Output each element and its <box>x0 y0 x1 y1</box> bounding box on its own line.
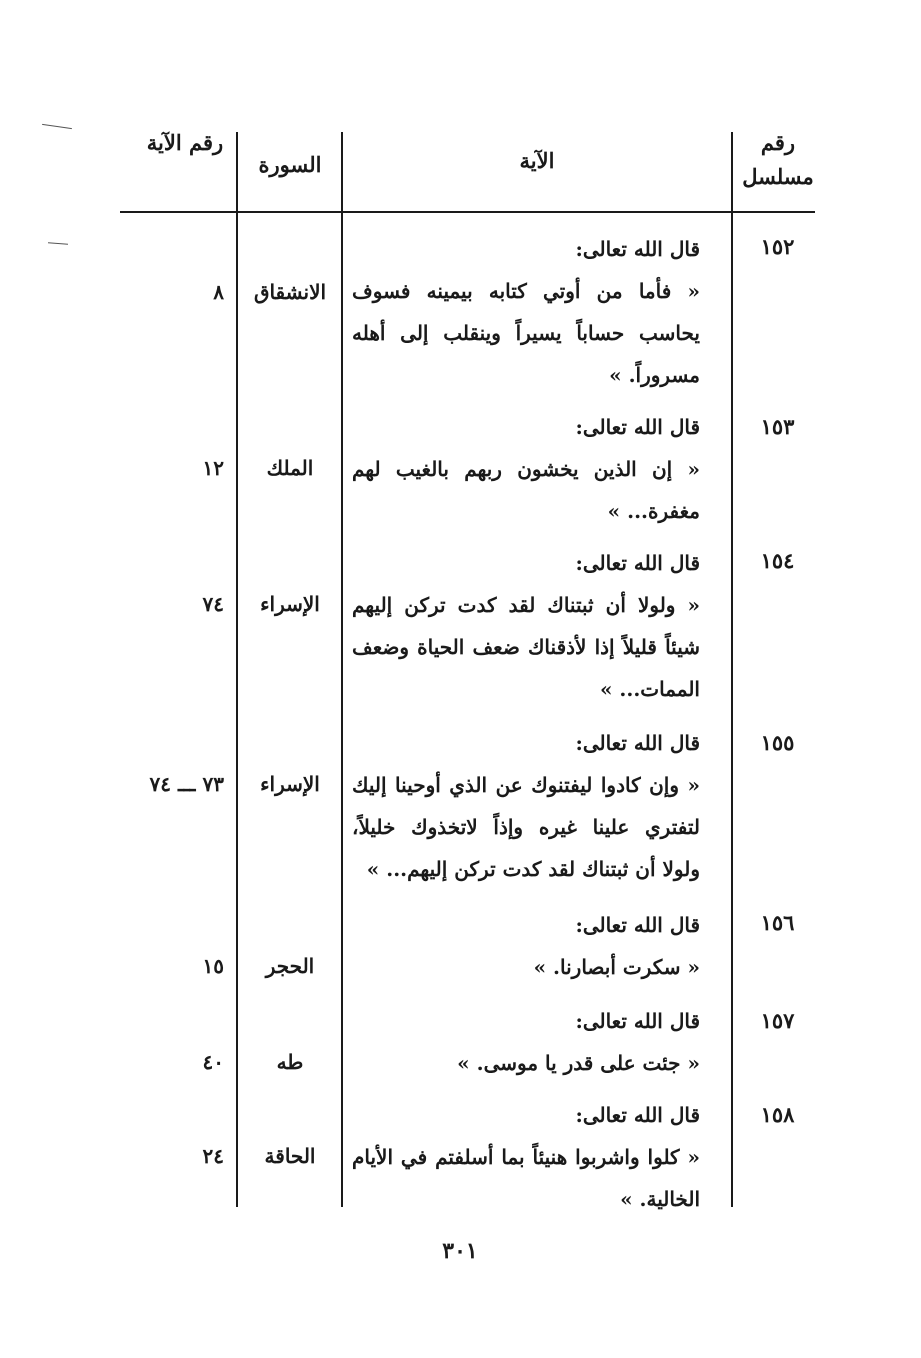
scan-mark <box>48 242 68 244</box>
column-divider <box>236 132 238 1207</box>
serial-number: ١٥٣ <box>760 414 795 439</box>
verse-intro: قال الله تعالى: <box>575 913 700 937</box>
serial-number: ١٥٥ <box>760 730 795 755</box>
verse-intro: قال الله تعالى: <box>575 551 700 575</box>
verse-quote: « إن الذين يخشون ربهم بالغيب لهم مغفرة... » <box>352 457 700 523</box>
page-number: ٣٠١ <box>442 1238 478 1264</box>
verse-number: ١٥ <box>202 954 224 978</box>
verse-quote: « جئت على قدر يا موسى. » <box>457 1051 700 1075</box>
verse-quote: « كلوا واشربوا هنيئاً بما أسلفتم في الأيام الخالية. » <box>352 1145 700 1211</box>
serial-number: ١٥٢ <box>760 234 795 259</box>
verse-number: ١٢ <box>202 456 224 480</box>
surah-name: الإسراء <box>260 592 320 616</box>
serial-number: ١٥٤ <box>760 548 795 573</box>
header-verse-number: رقم الآية <box>146 130 224 155</box>
verse-intro: قال الله تعالى: <box>575 1009 700 1033</box>
verse-text <box>352 722 700 890</box>
serial-number: ١٥٦ <box>760 910 795 935</box>
verse-text <box>352 904 700 988</box>
column-divider <box>341 132 343 1207</box>
verse-intro: قال الله تعالى: <box>575 1103 700 1127</box>
header-rule <box>120 211 815 213</box>
verse-intro: قال الله تعالى: <box>575 237 700 261</box>
verse-quote: « فأما من أوتي كتابه بيمينه فسوف يحاسب حساباً يسيراً وينقلب إلى أهله مسروراً. » <box>352 279 700 387</box>
verse-number: ٢٤ <box>202 1144 224 1168</box>
verse-number: ٧٤ <box>202 592 224 616</box>
verse-text <box>352 406 700 532</box>
header-verse: الآية <box>519 148 555 173</box>
surah-name: الانشقاق <box>253 280 327 304</box>
surah-name: الإسراء <box>260 772 320 796</box>
surah-name: طه <box>276 1050 304 1074</box>
verse-quote: « وإن كادوا ليفتنوك عن الذي أوحينا إليك لتفتري علينا غيره وإذاً لاتخذوك خليلاً، ولولا أن ثبتناك لقد كدت تركن إليهم... » <box>352 773 700 881</box>
column-divider <box>731 132 733 1207</box>
verse-quote: « ولولا أن ثبتناك لقد كدت تركن إليهم شيئاً قليلاً إذا لأذقناك ضعف الحياة وضعف الممات... » <box>352 593 700 701</box>
scan-mark <box>42 124 72 129</box>
verse-intro: قال الله تعالى: <box>575 731 700 755</box>
serial-number: ١٥٧ <box>760 1008 795 1033</box>
verse-text <box>352 228 700 396</box>
verse-number: ٤٠ <box>202 1050 224 1074</box>
surah-name: الحاقة <box>264 1144 316 1168</box>
verse-number: ٧٣ ـــ ٧٤ <box>149 772 224 796</box>
surah-name: الملك <box>266 456 314 480</box>
verse-number: ٨ <box>213 280 224 304</box>
verse-intro: قال الله تعالى: <box>575 415 700 439</box>
serial-number: ١٥٨ <box>760 1102 795 1127</box>
verse-text <box>352 1094 700 1220</box>
header-surah: السورة <box>258 152 322 177</box>
verse-quote: « سكرت أبصارنا. » <box>533 955 700 979</box>
verse-text <box>352 542 700 710</box>
verse-text <box>352 1000 700 1084</box>
surah-name: الحجر <box>265 954 315 978</box>
header-serial: رقم مسلسل <box>742 130 814 189</box>
